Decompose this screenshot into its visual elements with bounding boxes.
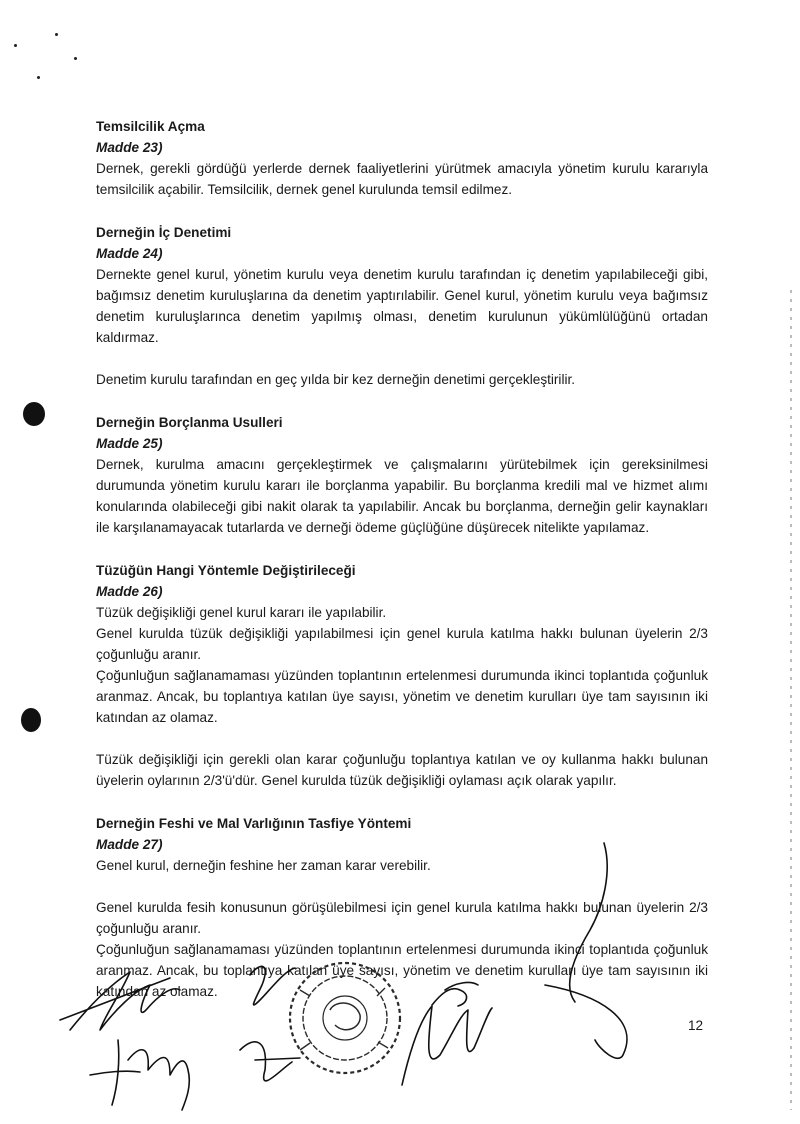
paragraph: Dernekte genel kurul, yönetim kurulu veya denetim kurulu tarafından iç denetim yapılabileceği gibi, bağımsız denetim kuruluşlarına da denetim yaptırılabilir. Genel kurul, yönetim kurulu veya bağımsız denetim kuruluşlarınca denetim yapılmış olması, denetim kurulunun yükümlülüğünü ortadan kaldırmaz. <box>96 267 708 345</box>
signature-1 <box>60 972 180 1030</box>
article-number: Madde 27) <box>96 837 163 852</box>
article-number: Madde 26) <box>96 584 163 599</box>
page-number: 12 <box>688 1018 704 1033</box>
article-number: Madde 23) <box>96 140 163 155</box>
section-heading: Derneğin Borçlanma Usulleri <box>96 415 283 430</box>
paragraph: Çoğunluğun sağlanamaması yüzünden toplantının ertelenmesi durumunda ikinci toplantıda çoğunluk aranmaz. Ancak, bu toplantıya katılan üye sayısı, yönetim ve denetim kurulları üye tam sayısının iki katından az olamaz. <box>96 942 708 999</box>
article-number: Madde 25) <box>96 436 163 451</box>
section-heading: Temsilcilik Açma <box>96 119 205 134</box>
paragraph: Tüzük değişikliği için gerekli olan karar çoğunluğu toplantıya katılan ve oy kullanma hakkı bulunan üyelerin oylarının 2/3'ü'dür. Genel kurulda tüzük değişikliği oylaması açık olarak yapılır. <box>96 752 708 788</box>
paragraph: Genel kurulda fesih konusunun görüşülebilmesi için genel kurula katılma hakkı bulunan üyelerin 2/3 çoğunluğu aranır. <box>96 900 708 936</box>
article-number: Madde 24) <box>96 246 163 261</box>
signature-5 <box>432 989 467 1006</box>
signature-2 <box>90 1040 189 1110</box>
paragraph: Genel kurul, derneğin feshine her zaman karar verebilir. <box>96 858 431 873</box>
signature-stroke <box>570 843 608 1002</box>
paragraph: Tüzük değişikliği genel kurul kararı ile yapılabilir. <box>96 605 387 620</box>
round-stamp <box>290 963 400 1073</box>
paragraph: Dernek, kurulma amacını gerçekleştirmek ve çalışmalarını yürütebilmek için gereksinilmesi durumunda yönetim kurulu kararı ile borçlanma yapabilir. Bu borçlanma kredili mal ve hizmet alımı konularında olabileceği gibi nakit olarak ta yapılabilir. Ancak bu borçlanma, derneğin gelir kaynakları ile karşılanamayacak tutarlarda ve derneği ödeme güçlüğüne düşürecek nitelikte yapılamaz. <box>96 457 708 535</box>
section-heading: Tüzüğün Hangi Yöntemle Değiştirileceği <box>96 563 356 578</box>
signature-3 <box>240 966 300 1081</box>
paragraph: Çoğunluğun sağlanamaması yüzünden toplantının ertelenmesi durumunda ikinci toplantıda çoğunluk aranmaz. Ancak, bu toplantıya katılan üye sayısı, yönetim ve denetim kurulları üye tam sayısının iki katından az olamaz. <box>96 668 708 725</box>
section-heading: Derneğin İç Denetimi <box>96 225 232 240</box>
signature-stroke <box>545 985 627 1058</box>
section-heading: Derneğin Feshi ve Mal Varlığının Tasfiye Yöntemi <box>96 816 412 831</box>
paragraph: Denetim kurulu tarafından en geç yılda bir kez derneğin denetimi gerçekleştirilir. <box>96 372 576 387</box>
signature-4 <box>402 983 492 1085</box>
paragraph: Dernek, gerekli gördüğü yerlerde dernek faaliyetlerini yürütmek amacıyla yönetim kurulu kararıyla temsilcilik açabilir. Temsilcilik, dernek genel kurulunda temsil edilmez. <box>96 161 708 197</box>
paragraph: Genel kurulda tüzük değişikliği yapılabilmesi için genel kurula katılma hakkı bulunan üyelerin 2/3 çoğunluğu aranır. <box>96 626 708 662</box>
